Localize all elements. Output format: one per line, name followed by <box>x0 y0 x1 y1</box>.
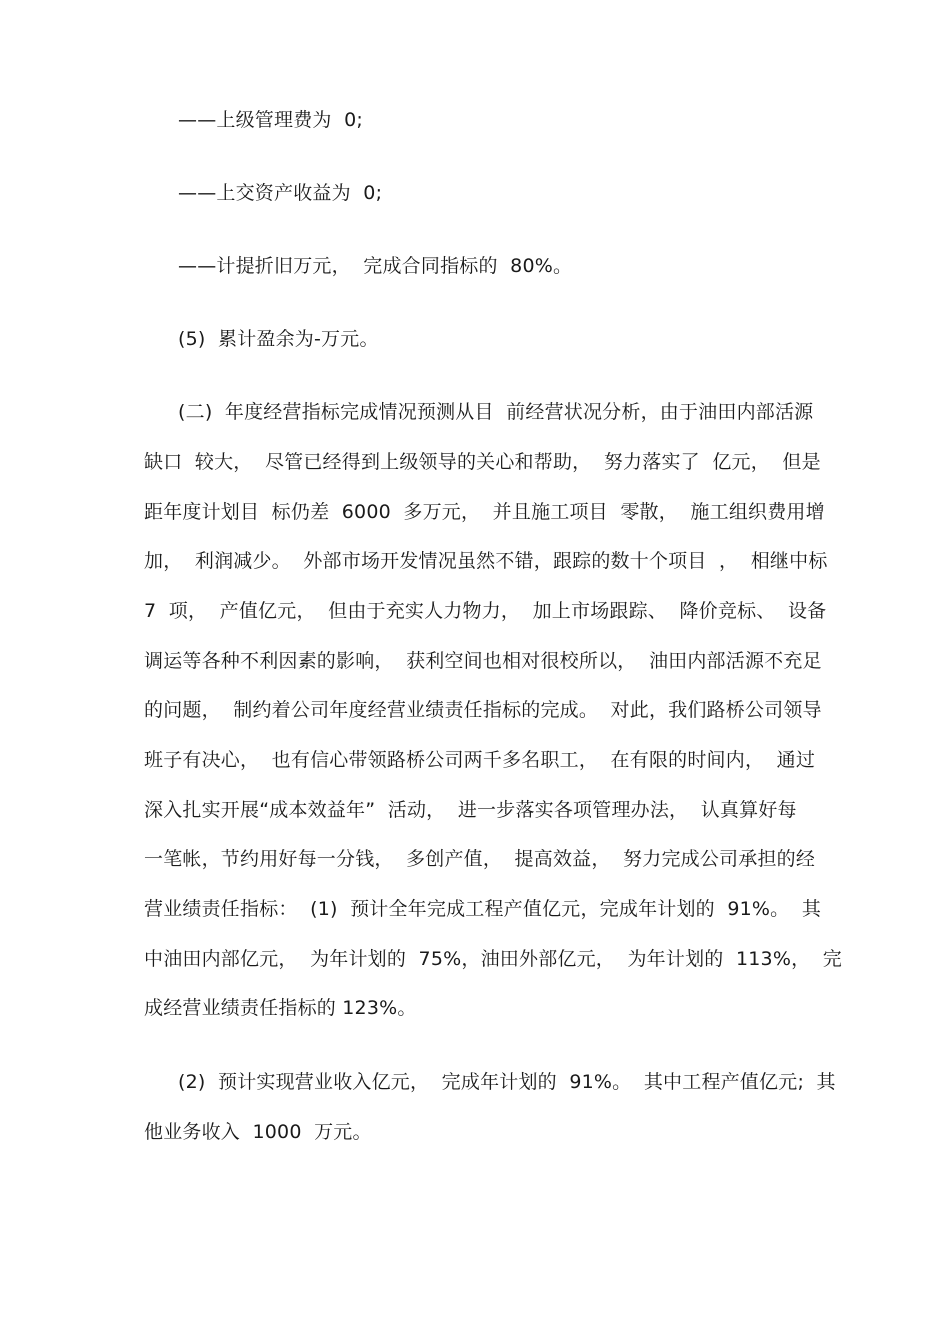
text-line-8: 加， 利润减少。 外部市场开发情况虽然不错，跟踪的数十个项目 ， 相继中标 <box>144 550 828 572</box>
text-line-17: 成经营业绩责任指标的 123%。 <box>144 997 417 1019</box>
text-line-1: ——上级管理费为 0; <box>178 109 363 131</box>
text-line-2: ——上交资产收益为 0; <box>178 182 383 204</box>
text-line-11: 的问题， 制约着公司年度经营业绩责任指标的完成。 对此，我们路桥公司领导 <box>144 699 822 721</box>
text-line-18: (2) 预计实现营业收入亿元， 完成年计划的 91%。 其中工程产值亿元; 其 <box>178 1071 836 1093</box>
text-line-12: 班子有决心， 也有信心带领路桥公司两千多名职工， 在有限的时间内， 通过 <box>144 749 816 771</box>
text-line-4: (5) 累计盈余为-万元。 <box>178 328 379 350</box>
text-line-10: 调运等各种不利因素的影响， 获利空间也相对很校所以， 油田内部活源不充足 <box>144 650 822 672</box>
text-line-14: 一笔帐，节约用好每一分钱， 多创产值， 提高效益， 努力完成公司承担的经 <box>144 848 816 870</box>
text-line-3: ——计提折旧万元， 完成合同指标的 80%。 <box>178 255 573 277</box>
text-line-7: 距年度计划目 标仍差 6000 多万元， 并且施工项目 零散， 施工组织费用增 <box>144 501 825 523</box>
text-line-5: (二) 年度经营指标完成情况预测从目 前经营状况分析，由于油田内部活源 <box>178 401 814 423</box>
text-line-16: 中油田内部亿元， 为年计划的 75%，油田外部亿元， 为年计划的 113%， 完 <box>144 948 842 970</box>
text-line-19: 他业务收入 1000 万元。 <box>144 1121 372 1143</box>
text-line-9: 7 项， 产值亿元， 但由于充实人力物力， 加上市场跟踪、 降价竞标、 设备 <box>144 600 827 622</box>
text-line-15: 营业绩责任指标： (1) 预计全年完成工程产值亿元，完成年计划的 91%。 其 <box>144 898 822 920</box>
text-line-6: 缺口 较大， 尽管已经得到上级领导的关心和帮助， 努力落实了 亿元， 但是 <box>144 451 821 473</box>
text-line-13: 深入扎实开展“成本效益年” 活动， 进一步落实各项管理办法， 认真算好每 <box>144 799 797 821</box>
